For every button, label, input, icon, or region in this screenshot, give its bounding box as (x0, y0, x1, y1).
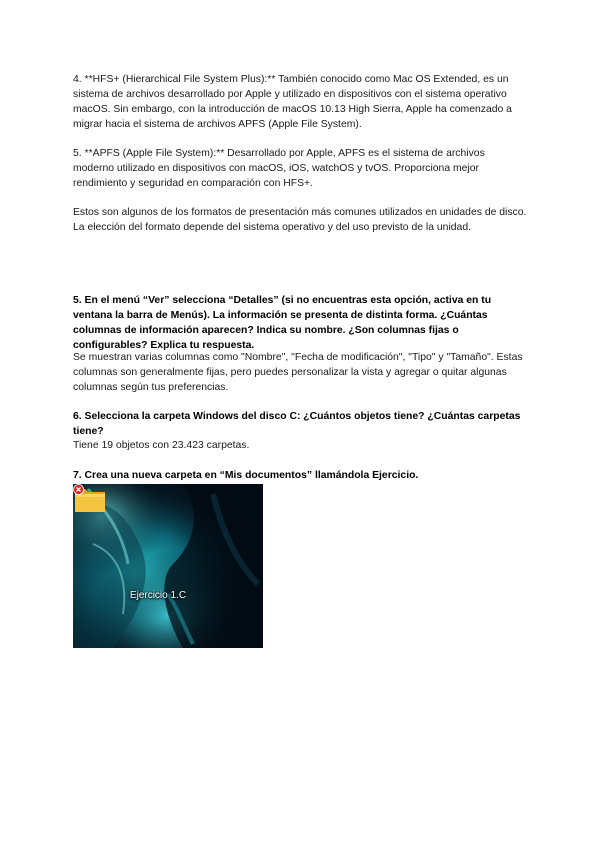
error-badge-icon (73, 484, 84, 495)
paragraph-summary: Estos son algunos de los formatos de presentación más comunes utilizados en unidades de disco. La elección del formato depende del sistema operativo y del uso previsto de la unidad. (73, 207, 527, 233)
question-7: 7. Crea una nueva carpeta en “Mis documentos” llamándola Ejercicio. (73, 470, 419, 481)
answer-6: Tiene 19 objetos con 23.423 carpetas. (73, 440, 250, 451)
paragraph-apfs: 5. **APFS (Apple File System):** Desarrollado por Apple, APFS es el sistema de archivos moderno utilizado en dispositivos con macOS, iOS, watchOS y tvOS. Proporciona mejor rendimiento y seguridad en comparación con HFS+. (73, 148, 485, 189)
folder-label[interactable]: Ejercicio 1.C (129, 590, 187, 601)
question-6: 6. Selecciona la carpeta Windows del disco C: ¿Cuántos objetos tiene? ¿Cuántas carpetas tiene? (73, 411, 521, 437)
question-5: 5. En el menú “Ver” selecciona “Detalles” (si no encuentras esta opción, activa en tu ventana la barra de Menús). La información se presenta de distinta forma. ¿Cuántas columnas de información aparecen? Indica su nombre. ¿Son columnas fijas o configurables? Explica tu respuesta. (73, 295, 492, 351)
desktop-screenshot (73, 484, 263, 648)
answer-5: Se muestran varias columnas como "Nombre", "Fecha de modificación", "Tipo" y "Tamaño". Estas columnas son generalmente fijas, pero puedes personalizar la vista y agregar o quitar algunas columnas según tus preferencias. (73, 352, 523, 393)
paragraph-hfs-plus: 4. **HFS+ (Hierarchical File System Plus):** También conocido como Mac OS Extended, es un sistema de archivos desarrollado por Apple y utilizado en dispositivos con el sistema operativo macOS. Sin embargo, con la introducción de macOS 10.13 High Sierra, Apple ha comenzado a migrar hacia el sistema de archivos APFS (Apple File System). (73, 74, 512, 130)
